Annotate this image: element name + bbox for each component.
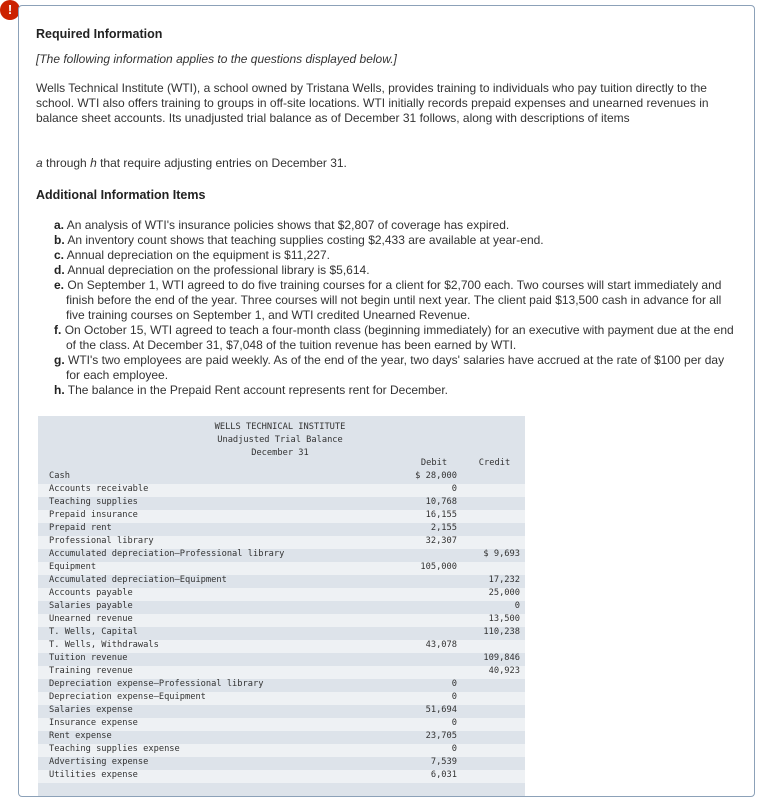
table-row — [38, 484, 525, 497]
item-text: WTI's two employees are paid weekly. As of the end of the year, two days' salaries have accrued at the rate of $100 per day for each employee. — [66, 353, 725, 382]
table-row — [38, 692, 525, 705]
tb-company: WELLS TECHNICAL INSTITUTE — [214, 422, 346, 432]
tb-debit: $ 28,000 — [415, 471, 457, 481]
table-row — [38, 731, 525, 744]
table-row — [38, 536, 525, 549]
tb-account: Depreciation expense—Professional library — [49, 679, 264, 689]
table-row — [38, 549, 525, 562]
tb-title: Unadjusted Trial Balance — [217, 435, 343, 445]
table-row — [38, 523, 525, 536]
required-info-title: Required Information — [36, 27, 163, 41]
item-letter: b. — [54, 233, 65, 247]
item-text: An analysis of WTI's insurance policies shows that $2,807 of coverage has expired. — [66, 218, 510, 232]
item-text: On September 1, WTI agreed to do five training courses for a client for $2,700 each. Two courses will start immediately and finish before the end of the year. Three courses will not begin until next year. The client paid $13,500 cash in advance for all five training courses on September 1, and WTI credited Unearned Revenue. — [66, 278, 722, 322]
tb-debit: 32,307 — [425, 536, 457, 546]
tb-account: T. Wells, Capital — [49, 627, 138, 637]
tb-account: Prepaid rent — [49, 523, 112, 533]
item-text: On October 15, WTI agreed to teach a four-month class (beginning immediately) for an executive with payment due at the end of the class. At December 31, $7,048 of the tuition revenue has been earned by WTI. — [64, 323, 734, 352]
item-range-connector: through — [42, 156, 91, 170]
tb-account: Accumulated depreciation—Equipment — [49, 575, 227, 585]
tb-credit: $ 9,693 — [483, 549, 520, 559]
table-row — [38, 627, 525, 640]
tb-account: Prepaid insurance — [49, 510, 138, 520]
tb-credit: 17,232 — [488, 575, 520, 585]
table-row — [38, 562, 525, 575]
trial-balance-table — [38, 416, 525, 796]
tb-account: Depreciation expense—Equipment — [49, 692, 206, 702]
tb-account: Equipment — [49, 562, 97, 572]
tb-credit-header: Credit — [478, 458, 511, 468]
tb-credit: 109,846 — [483, 653, 520, 663]
list-item — [54, 248, 734, 263]
item-range-end: h — [90, 156, 97, 170]
intro-items-line — [36, 156, 347, 170]
list-item — [54, 353, 734, 383]
table-row — [38, 497, 525, 510]
tb-debit-header: Debit — [420, 458, 448, 468]
tb-account: Training revenue — [49, 666, 133, 676]
item-range-start: a — [36, 156, 43, 170]
tb-debit: 0 — [451, 744, 457, 754]
table-row — [38, 471, 525, 484]
tb-credit: 110,238 — [483, 627, 520, 637]
additional-info-title: Additional Information Items — [36, 188, 206, 202]
table-row — [38, 653, 525, 666]
applies-note: [The following information applies to the questions displayed below.] — [36, 52, 397, 66]
item-letter: h. — [54, 383, 65, 397]
item-letter: c. — [54, 248, 65, 262]
tb-debit: 0 — [451, 718, 457, 728]
item-text: The balance in the Prepaid Rent account represents rent for December. — [67, 383, 449, 397]
item-letter: g. — [54, 353, 65, 367]
tb-debit: 43,078 — [425, 640, 457, 650]
tb-account: Rent expense — [49, 731, 112, 741]
tb-account: Utilities expense — [49, 770, 138, 780]
tb-debit: 2,155 — [430, 523, 457, 533]
tb-account: Insurance expense — [49, 718, 138, 728]
tb-debit: 0 — [451, 484, 457, 494]
tb-account: Unearned revenue — [49, 614, 133, 624]
tb-debit: 51,694 — [425, 705, 457, 715]
tb-credit: 25,000 — [488, 588, 520, 598]
list-item — [54, 233, 734, 248]
table-row — [38, 614, 525, 627]
tb-account: Salaries expense — [49, 705, 133, 715]
tb-account: Teaching supplies — [49, 497, 138, 507]
item-letter: f. — [54, 323, 62, 337]
list-item — [54, 383, 734, 398]
tb-debit: 7,539 — [430, 757, 457, 767]
item-letter: d. — [54, 263, 65, 277]
item-text: An inventory count shows that teaching supplies costing $2,433 are available at year-end. — [67, 233, 544, 247]
tb-account: Advertising expense — [49, 757, 149, 767]
table-row — [38, 705, 525, 718]
table-row — [38, 640, 525, 653]
table-row — [38, 588, 525, 601]
table-row — [38, 510, 525, 523]
tb-debit: 0 — [451, 692, 457, 702]
list-item — [54, 263, 734, 278]
table-row — [38, 666, 525, 679]
table-row — [38, 757, 525, 770]
tb-account: Salaries payable — [49, 601, 133, 611]
intro-paragraph: Wells Technical Institute (WTI), a school owned by Tristana Wells, provides training to individuals who pay tuition directly to the school. WTI also offers training to groups in off-site locations. WTI initially records prepaid expenses and unearned revenues in balance sheet accounts. Its unadjusted trial balance as of December 31 follows, along with descriptions of items — [36, 81, 709, 125]
tb-account: T. Wells, Withdrawals — [49, 640, 159, 650]
list-item — [54, 218, 734, 233]
tb-debit: 10,768 — [425, 497, 457, 507]
table-row — [38, 679, 525, 692]
tb-credit: 13,500 — [488, 614, 520, 624]
item-letter: e. — [54, 278, 65, 292]
table-row — [38, 601, 525, 614]
list-item — [54, 323, 734, 353]
item-text: Annual depreciation on the professional library is $5,614. — [67, 263, 370, 277]
tb-account: Accounts payable — [49, 588, 133, 598]
additional-items-list — [54, 218, 734, 398]
table-row — [38, 744, 525, 757]
table-row — [38, 718, 525, 731]
table-row — [38, 770, 525, 783]
info-card — [18, 5, 755, 797]
list-item — [54, 278, 734, 323]
tb-account: Accounts receivable — [49, 484, 149, 494]
table-row — [38, 575, 525, 588]
tb-account: Tuition revenue — [49, 653, 128, 663]
tb-debit: 6,031 — [430, 770, 457, 780]
alert-icon: ! — [0, 0, 20, 20]
tb-debit: 16,155 — [425, 510, 457, 520]
tb-credit: 0 — [514, 601, 520, 611]
tb-debit: 105,000 — [420, 562, 457, 572]
tb-account: Accumulated depreciation—Professional library — [49, 549, 285, 559]
tb-debit: 23,705 — [425, 731, 457, 741]
tb-credit: 40,923 — [488, 666, 520, 676]
tb-account: Teaching supplies expense — [49, 744, 180, 754]
tb-account: Cash — [49, 471, 70, 481]
item-range-text: that require adjusting entries on December 31. — [96, 156, 347, 170]
tb-account: Professional library — [49, 536, 154, 546]
item-text: Annual depreciation on the equipment is $11,227. — [66, 248, 330, 262]
item-letter: a. — [54, 218, 65, 232]
tb-debit: 0 — [451, 679, 457, 689]
tb-date: December 31 — [251, 448, 309, 458]
